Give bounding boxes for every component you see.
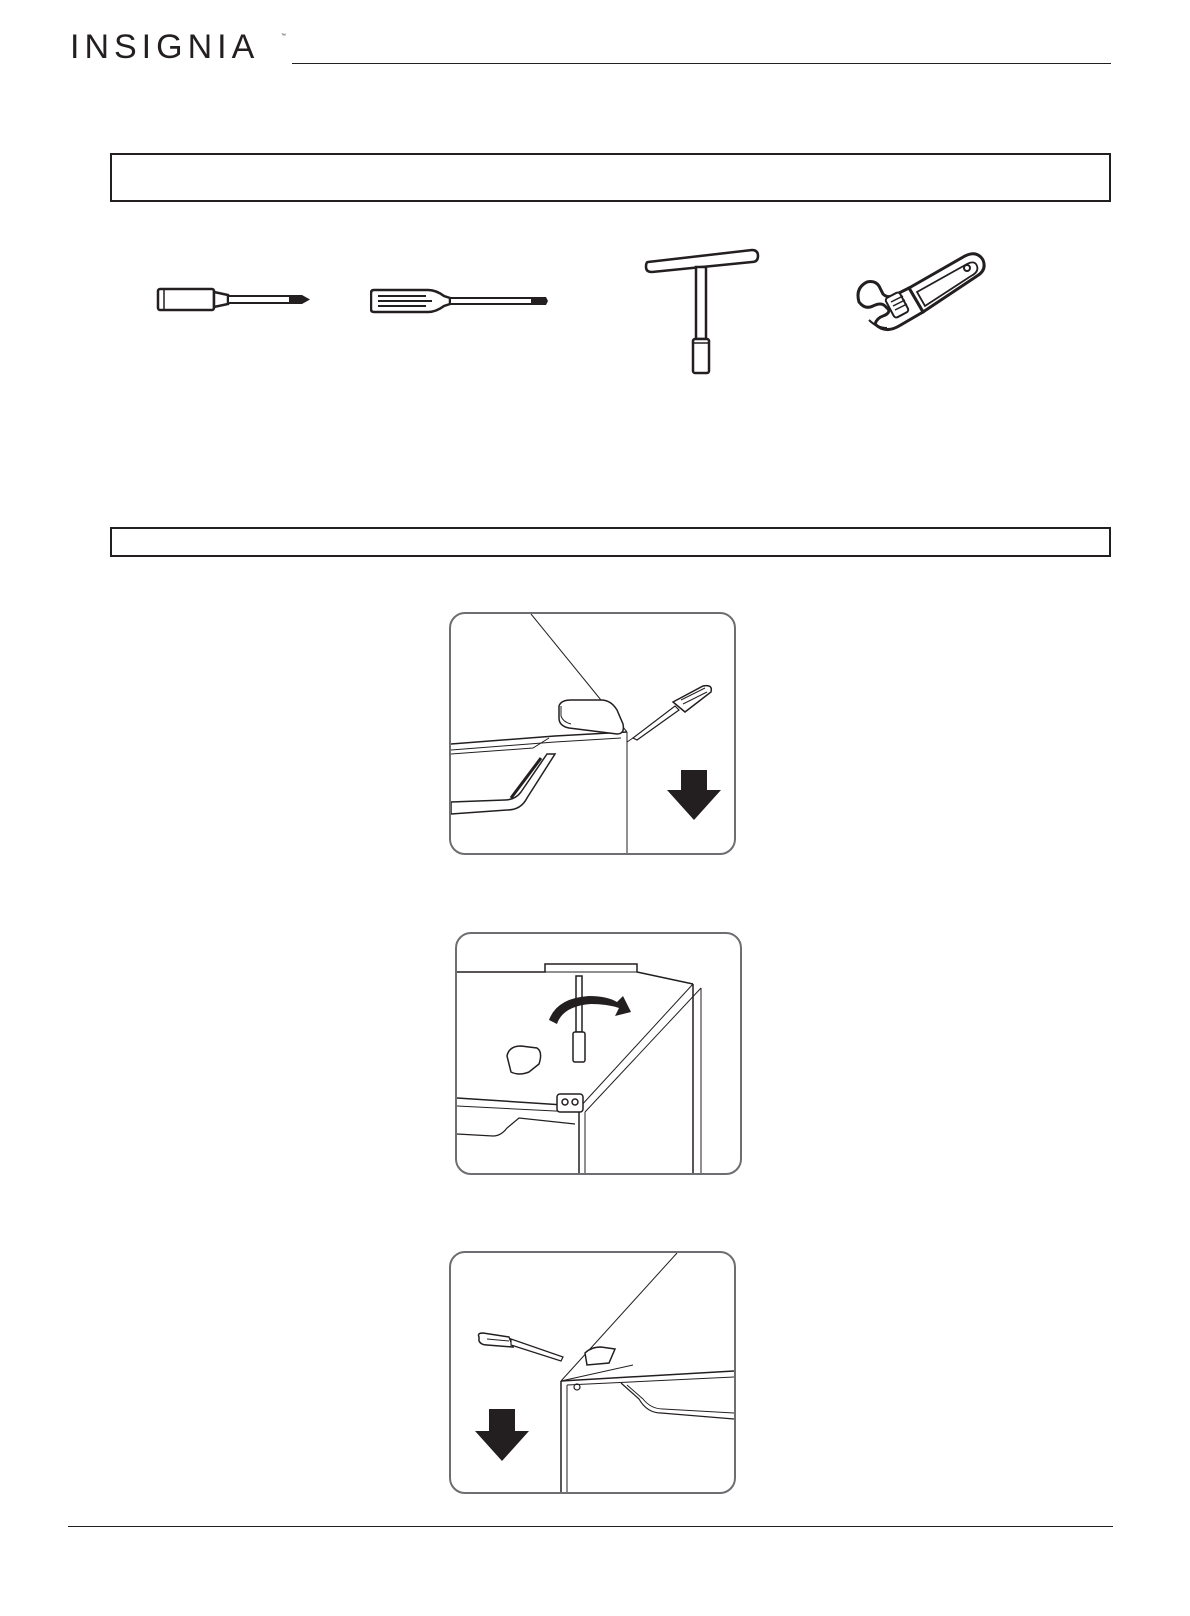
- footer-rule: [68, 1526, 1113, 1527]
- down-arrow-icon: [475, 1409, 529, 1461]
- header-rule: [292, 63, 1111, 64]
- remove-screw-cap-figure: [449, 1251, 736, 1494]
- rotate-arrow-icon: [549, 996, 631, 1024]
- remove-hinge-bolts-figure: [455, 932, 742, 1175]
- t-handle-wrench-icon: [644, 248, 764, 378]
- remove-hinge-cover-figure: [449, 612, 736, 855]
- tools-section-heading-box: [110, 153, 1111, 202]
- flat-screwdriver-icon: [370, 286, 554, 316]
- adjustable-wrench-icon: [853, 250, 993, 340]
- brand-logo: INSIGNIA: [70, 28, 260, 66]
- trademark-symbol: ™: [281, 33, 286, 39]
- down-arrow-icon: [667, 770, 721, 820]
- phillips-screwdriver-icon: [156, 286, 314, 314]
- steps-section-heading-box: [110, 527, 1111, 557]
